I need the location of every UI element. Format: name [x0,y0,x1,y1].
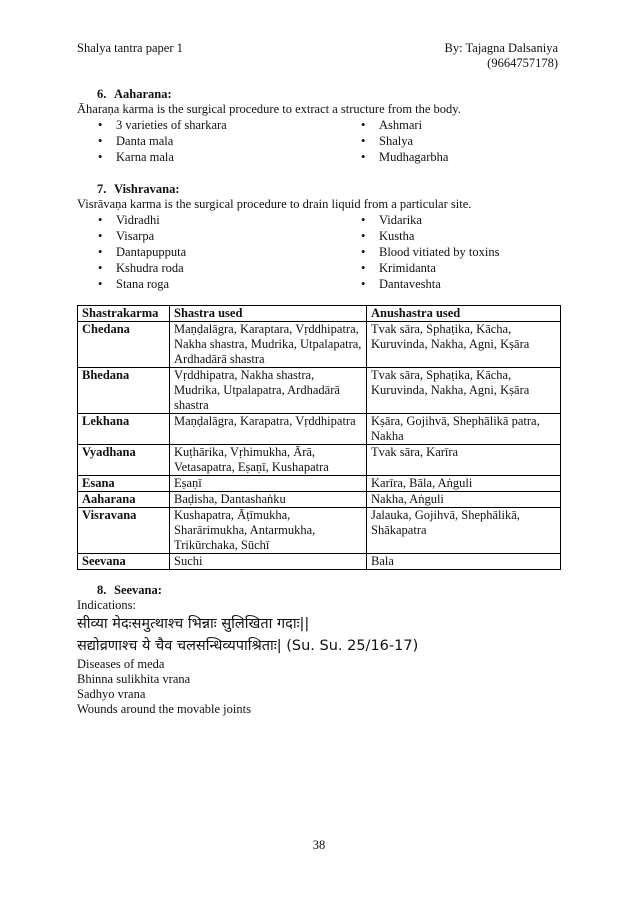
table-row [78,476,561,492]
header-author: By: Tajagna Dalsaniya [444,41,558,55]
page-content [77,87,561,717]
section-heading-aaharana: 6. Aaharana: [97,87,172,101]
list-item: • Ashmari [340,118,561,134]
table-row [78,445,561,476]
shastra-cell: Kuṭhārika, Vṛhimukha, Ārā, Vetasapatra, Eṣaṇī, Kushapatra [170,445,367,476]
anushastra-cell: Karīra, Bāla, Aṅguli [367,476,561,492]
anushastra-cell: Bala [367,554,561,570]
list-item: • Dantapupputa [77,245,340,261]
shastra-cell: Baḍisha, Dantashaṅku [170,492,367,508]
anushastra-cell: Jalauka, Gojihvā, Shephālikā, Shākapatra [367,508,561,554]
indication-point: Bhinna sulikhita vrana [77,672,191,686]
list-item: • Krimidanta [340,261,561,277]
shastra-cell: Maṇḍalāgra, Karapatra, Vṛddhipatra [170,414,367,445]
shastra-cell: Suchi [170,554,367,570]
header-phone: (9664757178) [487,56,558,70]
karma-cell: Aaharana [78,492,170,508]
karma-cell: Esana [78,476,170,492]
list-item: • 3 varieties of sharkara [77,118,340,134]
karma-cell: Vyadhana [78,445,170,476]
anushastra-cell: Kṣāra, Gojihvā, Shephālikā patra, Nakha [367,414,561,445]
anushastra-cell: Tvak sāra, Sphaṭika, Kācha, Kuruvinda, Nakha, Agni, Kṣāra [367,368,561,414]
header-left: Shalya tantra paper 1 [77,41,183,55]
list-item: • Dantaveshta [340,277,561,293]
section-heading-seevana: 8. Seevana: [97,583,162,597]
table-row [78,368,561,414]
anushastra-cell: Tvak sāra, Sphaṭika, Kācha, Kuruvinda, Nakha, Agni, Kṣāra [367,322,561,368]
table-row [78,508,561,554]
sanskrit-shloka-line-2: सद्योव्रणाश्च ये चैव चलसन्धिव्यपाश्रिताः| (Su. Su. 25/16-17) [77,638,419,654]
sanskrit-shloka-line-1: सीव्या मेदःसमुत्थाश्च भिन्नाः सुलिखिता गदाः|| [77,616,310,632]
section-heading-vishravana: 7. Vishravana: [97,182,180,196]
bullet-list-aaharana [77,118,561,166]
shastra-cell: Kushapatra, Āṭīmukha, Sharārimukha, Antarmukha, Trikūrchaka, Sūchī [170,508,367,554]
list-item: • Blood vitiated by toxins [340,245,561,261]
bullet-list-vishravana [77,213,561,293]
indications-label: Indications: [77,598,137,612]
indication-point: Wounds around the movable joints [77,702,251,716]
table-header-row [78,306,561,322]
karma-cell: Seevana [78,554,170,570]
shastra-cell: Eṣaṇī [170,476,367,492]
page-number: 38 [312,838,326,852]
section-intro-aaharana: Āharaṇa karma is the surgical procedure to extract a structure from the body. [77,102,461,116]
shastrakarma-table [77,305,561,570]
indication-point: Diseases of meda [77,657,165,671]
column-header: Shastra used [170,306,367,322]
list-item: • Visarpa [77,229,340,245]
shastra-cell: Maṇḍalāgra, Karaptara, Vṛddhipatra, Nakha shastra, Mudrika, Utpalapatra, Ardhadārā shastra [170,322,367,368]
list-item: • Vidradhi [77,213,340,229]
karma-cell: Bhedana [78,368,170,414]
karma-cell: Chedana [78,322,170,368]
list-item: • Kustha [340,229,561,245]
list-item: • Kshudra roda [77,261,340,277]
table-row [78,554,561,570]
karma-cell: Visravana [78,508,170,554]
karma-cell: Lekhana [78,414,170,445]
table-row [78,492,561,508]
anushastra-cell: Tvak sāra, Karīra [367,445,561,476]
list-item: • Vidarika [340,213,561,229]
list-item: • Stana roga [77,277,340,293]
list-item: • Karna mala [77,150,340,166]
indication-point: Sadhyo vrana [77,687,146,701]
list-item: • Danta mala [77,134,340,150]
column-header: Anushastra used [367,306,561,322]
column-header: Shastrakarma [78,306,170,322]
header-right [445,41,558,71]
shastra-cell: Vṛddhipatra, Nakha shastra, Mudrika, Utpalapatra, Ardhadārā shastra [170,368,367,414]
list-item: • Mudhagarbha [340,150,561,166]
anushastra-cell: Nakha, Aṅguli [367,492,561,508]
table-row [78,414,561,445]
section-intro-vishravana: Visrāvaṇa karma is the surgical procedure to drain liquid from a particular site. [77,197,472,211]
table-row [78,322,561,368]
list-item: • Shalya [340,134,561,150]
